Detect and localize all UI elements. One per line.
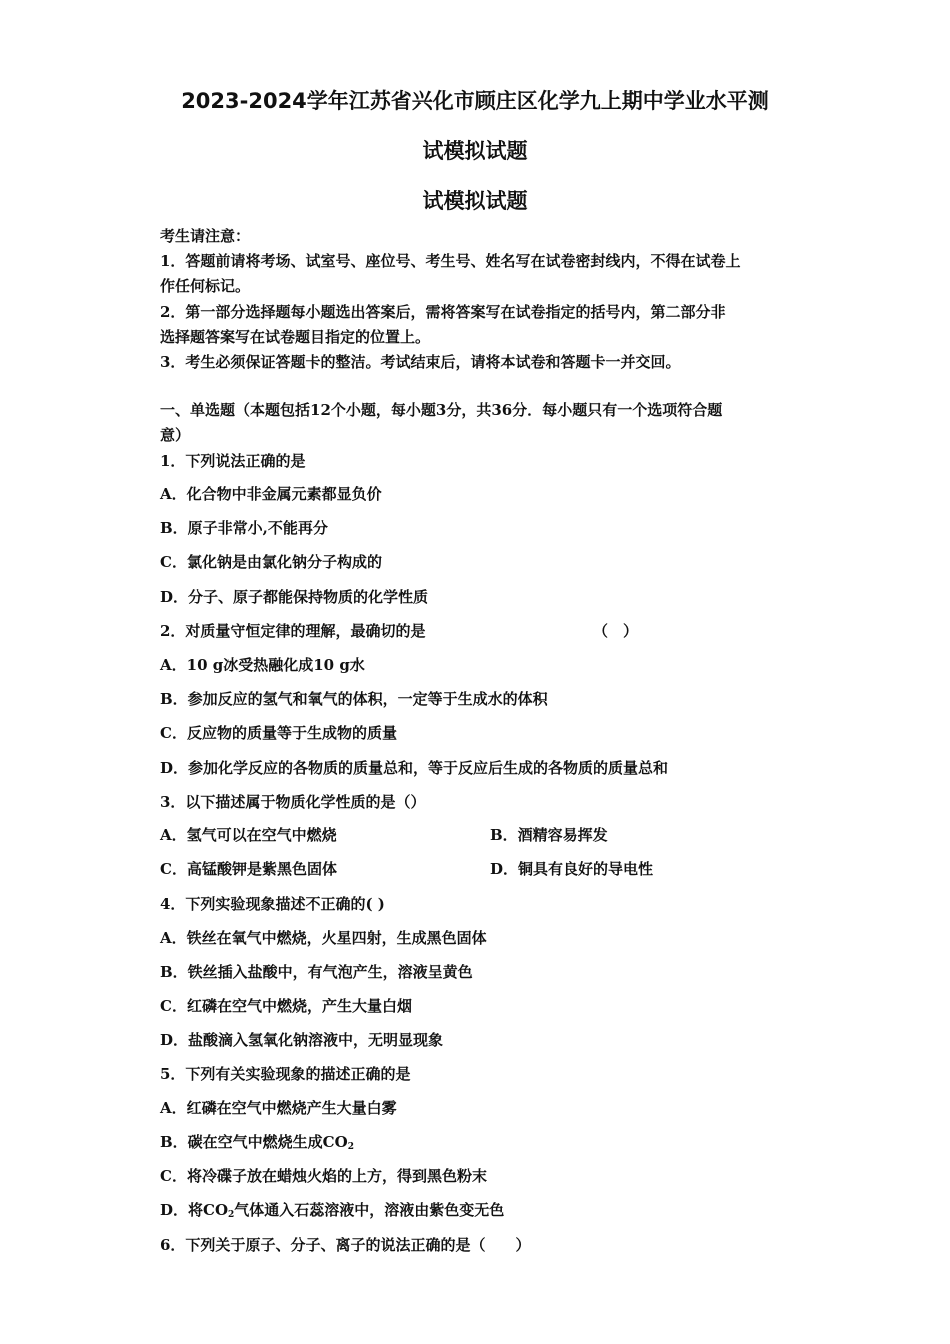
option-c: C．将冷碟子放在蜡烛火焰的上方，得到黑色粉末	[160, 1167, 487, 1185]
section-heading-line-2: 意）	[160, 426, 191, 444]
section-heading-line-1: 一、单选题（本题包括12个小题，每小题3分，共36分．每小题只有一个选项符合题	[160, 401, 723, 419]
answer-paren: （ ）	[593, 622, 639, 640]
title-line-3: 试模拟试题	[422, 189, 528, 213]
subscript: 2	[228, 1210, 235, 1220]
question-stem: 1．下列说法正确的是	[160, 452, 306, 470]
option-a: A．10 g冰受热融化成10 g水	[160, 656, 365, 674]
option-a: A．化合物中非金属元素都显负价	[160, 485, 382, 503]
notice-line: 作任何标记。	[160, 277, 251, 295]
option-b: B．参加反应的氢气和氧气的体积，一定等于生成水的体积	[160, 690, 548, 708]
notice-line: 选择题答案写在试卷题目指定的位置上。	[160, 328, 431, 346]
option-b	[160, 1132, 354, 1157]
option-b: B．铁丝插入盐酸中，有气泡产生，溶液呈黄色	[160, 963, 473, 981]
option-d: D．铜具有良好的导电性	[490, 860, 654, 878]
option-d-text-rest: 气体通入石蕊溶液中，溶液由紫色变无色	[234, 1201, 505, 1219]
option-a: A．铁丝在氧气中燃烧，火星四射，生成黑色固体	[160, 929, 487, 947]
option-d: D．分子、原子都能保持物质的化学性质	[160, 588, 429, 606]
option-b-text: B．碳在空气中燃烧生成CO	[160, 1133, 348, 1151]
option-c: C．红磷在空气中燃烧，产生大量白烟	[160, 997, 412, 1015]
question-stem: 6．下列关于原子、分子、离子的说法正确的是（ ）	[160, 1236, 531, 1254]
option-c: C．反应物的质量等于生成物的质量	[160, 724, 397, 742]
option-b: B．酒精容易挥发	[490, 826, 608, 844]
notice-line: 1．答题前请将考场、试室号、座位号、考生号、姓名写在试卷密封线内，不得在试卷上	[160, 252, 741, 270]
option-a: A．氢气可以在空气中燃烧	[160, 826, 337, 844]
option-d	[160, 1200, 504, 1225]
title-line-1: 2023-2024学年江苏省兴化市顾庄区化学九上期中学业水平测	[181, 89, 769, 113]
option-c: C．高锰酸钾是紫黑色固体	[160, 860, 337, 878]
notice-line: 2．第一部分选择题每小题选出答案后，需将答案写在试卷指定的括号内，第二部分非	[160, 303, 726, 321]
question-stem: 2．对质量守恒定律的理解，最确切的是	[160, 622, 426, 640]
notice-line: 3．考生必须保证答题卡的整洁。考试结束后，请将本试卷和答题卡一并交回。	[160, 353, 681, 371]
notice-heading: 考生请注意：	[160, 227, 251, 245]
option-a: A．红磷在空气中燃烧产生大量白雾	[160, 1099, 397, 1117]
option-d: D．盐酸滴入氢氧化钠溶液中，无明显现象	[160, 1031, 444, 1049]
option-c: C．氯化钠是由氯化钠分子构成的	[160, 553, 382, 571]
option-b: B．原子非常小,不能再分	[160, 519, 328, 537]
subscript: 2	[347, 1142, 354, 1152]
option-d: D．参加化学反应的各物质的质量总和，等于反应后生成的各物质的质量总和	[160, 759, 669, 777]
option-d-text: D．将CO	[160, 1201, 229, 1219]
question-stem: 4．下列实验现象描述不正确的( )	[160, 895, 385, 913]
question-stem: 5．下列有关实验现象的描述正确的是	[160, 1065, 411, 1083]
title-line-2: 试模拟试题	[422, 139, 528, 163]
question-stem: 3．以下描述属于物质化学性质的是（）	[160, 793, 426, 811]
